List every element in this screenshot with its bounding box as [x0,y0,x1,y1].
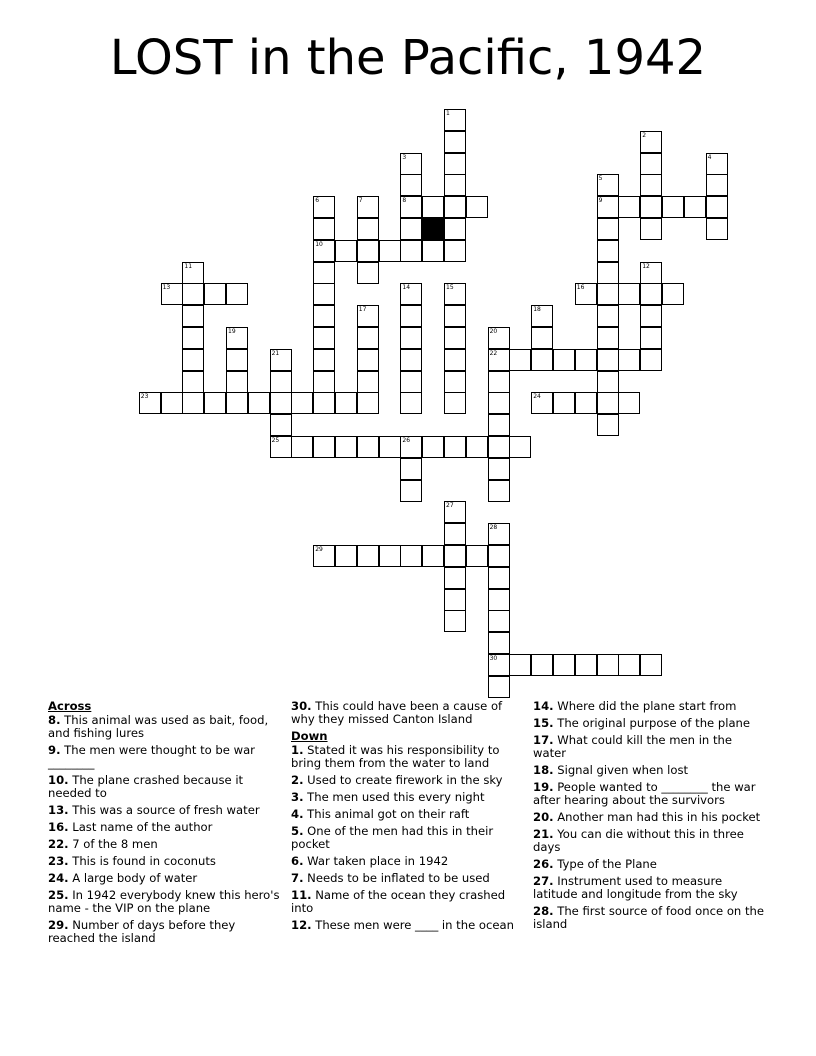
grid-cell[interactable] [313,327,335,349]
clue-number: 30 [489,655,498,662]
grid-cell[interactable] [357,262,379,284]
grid-cell[interactable] [488,589,510,611]
clue-text: Where did the plane start from [553,699,737,713]
grid-cell[interactable] [488,610,510,632]
clue-text: This could have been a cause of why they missed Canton Island [291,699,503,726]
grid-cell[interactable] [531,392,553,414]
clue [48,821,280,834]
clue-number: 26. [533,857,554,871]
grid-cell[interactable] [444,523,466,545]
clue-text: Needs to be inflated to be used [303,871,490,885]
grid-cell[interactable] [488,414,510,436]
clue [533,734,765,760]
clue-number: 28. [533,904,554,918]
clue-text: People wanted to ________ the war after hearing about the survivors [533,780,756,807]
grid-cell[interactable] [597,240,619,262]
grid-cell[interactable] [509,436,531,458]
grid-cell[interactable] [161,283,183,305]
clue-text: The men used this every night [303,790,485,804]
clue-number: 12. [291,918,312,932]
grid-cell[interactable] [313,349,335,371]
grid-cell[interactable] [640,349,662,371]
grid-cell[interactable] [597,196,619,218]
clue [291,889,523,915]
clue-text: These men were ____ in the ocean [311,918,514,932]
grid-cell[interactable] [357,392,379,414]
clue-number: 21. [533,827,554,841]
grid-cell[interactable] [270,371,292,393]
grid-cell[interactable] [291,436,313,458]
clue-text: 7 of the 8 men [68,837,158,851]
clue-text: Name of the ocean they crashed into [291,888,506,915]
clue-text: The plane crashed because it needed to [48,773,244,800]
clue [48,774,280,800]
clue [291,919,523,932]
grid-cell[interactable] [706,196,728,218]
grid-cell[interactable] [618,196,640,218]
clue-number: 7 [358,197,363,205]
clue-number: 1 [446,110,450,117]
clue-number: 22 [489,349,498,357]
grid-cell[interactable] [444,174,466,196]
clue [291,744,523,770]
grid-cell[interactable] [553,349,575,371]
grid-cell[interactable] [422,545,444,567]
grid-cell[interactable] [488,392,510,414]
clue-column-1 [48,700,280,949]
grid-cell[interactable] [400,480,422,502]
down-clues [291,744,523,932]
grid-cell[interactable] [204,283,226,305]
grid-cell[interactable] [444,371,466,393]
clue-number: 13 [162,284,171,292]
grid-cell[interactable] [313,240,335,262]
clue-text: Signal given when lost [553,763,689,777]
grid-cell[interactable] [400,218,422,240]
grid-cell[interactable] [553,654,575,676]
grid-cell[interactable] [488,327,510,349]
grid-cell[interactable] [291,392,313,414]
clue [291,825,523,851]
clue-text: This animal was used as bait, food, and fishing lures [48,713,269,740]
grid-cell[interactable] [597,392,619,414]
grid-cell[interactable] [444,392,466,414]
grid-cell[interactable] [226,349,248,371]
clue-number: 18 [533,306,541,314]
grid-cell[interactable] [575,283,597,305]
grid-cell[interactable] [488,523,510,545]
clue-number: 26 [402,437,411,444]
grid-cell[interactable] [400,174,422,196]
clue-text: What could kill the men in the water [533,733,732,760]
grid-cell[interactable] [466,436,488,458]
grid-cell[interactable] [313,283,335,305]
clue-text: Type of the Plane [553,857,657,871]
grid-cell[interactable] [313,218,335,240]
grid-cell[interactable] [640,218,662,240]
grid-cell[interactable] [444,436,466,458]
clue-number: 9. [48,743,61,757]
grid-cell[interactable] [466,196,488,218]
clue-number: 8. [48,713,61,727]
clue-number: 11 [184,262,193,270]
grid-cell[interactable] [161,392,183,414]
clue-number: 14 [402,284,411,292]
grid-cell[interactable] [226,283,248,305]
clue [533,700,765,713]
clue-number: 23 [140,393,149,401]
grid-cell[interactable] [444,349,466,371]
grid-cell[interactable] [444,283,466,305]
clue [533,858,765,871]
clue-number: 8 [402,197,407,205]
across-clues [48,714,280,945]
grid-cell[interactable] [444,567,466,589]
grid-cell[interactable] [357,327,379,349]
grid-cell[interactable] [313,545,335,567]
clue-number: 4 [707,153,712,161]
grid-cell[interactable] [182,305,204,327]
grid-cell[interactable] [618,349,640,371]
grid-cell[interactable] [313,262,335,284]
grid-cell[interactable] [618,654,640,676]
clue [48,838,280,851]
clue-number: 25 [271,437,280,444]
clue-number: 13. [48,803,69,817]
grid-cell[interactable] [575,349,597,371]
clue-text: You can die without this in three days [533,827,744,854]
grid-cell[interactable] [597,327,619,349]
grid-cell[interactable] [466,545,488,567]
clue-number: 14. [533,699,554,713]
clue-number: 6. [291,854,304,868]
clue-text: Another man had this in his pocket [553,810,761,824]
clue-number: 19. [533,780,554,794]
grid-cell[interactable] [357,436,379,458]
clue-text: The first source of food once on the island [533,904,764,931]
grid-cell[interactable] [204,392,226,414]
clue-text: War taken place in 1942 [303,854,449,868]
grid-cell[interactable] [597,262,619,284]
grid-cell[interactable] [182,262,204,284]
grid-cell[interactable] [444,109,466,131]
grid-cell[interactable] [597,283,619,305]
clue-number: 24. [48,871,69,885]
grid-cell[interactable] [400,153,422,175]
clue [291,700,523,726]
clue-number: 3. [291,790,304,804]
grid-cell[interactable] [444,305,466,327]
grid-cell[interactable] [531,349,553,371]
clue-number: 23. [48,854,69,868]
grid-cell[interactable] [684,196,706,218]
clue [291,808,523,821]
grid-cell[interactable] [444,545,466,567]
clue-number: 15. [533,716,554,730]
clue-text: Used to create firework in the sky [303,773,503,787]
clue-number: 5 [598,175,603,183]
grid-cell[interactable] [488,676,510,698]
clue-number: 7. [291,871,304,885]
clue [533,764,765,777]
clue-column-3 [533,700,765,935]
clue-number: 29 [315,546,323,553]
clue [533,811,765,824]
clue-number: 28 [489,524,498,532]
clue-number: 2 [642,131,647,139]
clue-number: 30. [291,699,312,713]
clue-number: 17. [533,733,554,747]
grid-cell[interactable] [226,392,248,414]
clue-number: 12 [642,262,650,270]
grid-cell[interactable] [444,589,466,611]
grid-cell[interactable] [488,632,510,654]
clue [48,855,280,868]
grid-cell[interactable] [400,327,422,349]
grid-cell[interactable] [357,349,379,371]
grid-cell[interactable] [640,174,662,196]
clue-text: Instrument used to measure latitude and longitude from the sky [533,874,738,901]
grid-cell[interactable] [488,545,510,567]
clue-text: Last name of the author [68,820,213,834]
grid-cell[interactable] [379,545,401,567]
grid-cell[interactable] [182,283,204,305]
grid-cell[interactable] [422,196,444,218]
clue-number: 2. [291,773,304,787]
clue-number: 5. [291,824,304,838]
clue [291,791,523,804]
clue-number: 22. [48,837,69,851]
grid-cell[interactable] [182,392,204,414]
grid-cell[interactable] [488,436,510,458]
grid-cell[interactable] [248,392,270,414]
clue-number: 1. [291,743,304,757]
clue [533,905,765,931]
clue-number: 27. [533,874,554,888]
grid-cell[interactable] [313,305,335,327]
clue [533,875,765,901]
grid-cell[interactable] [706,218,728,240]
grid-cell[interactable] [618,392,640,414]
grid-cell[interactable] [597,414,619,436]
grid-cell[interactable] [313,196,335,218]
clue [48,889,280,915]
grid-cell[interactable] [400,458,422,480]
clue-text: This animal got on their raft [303,807,470,821]
clue-number: 21 [271,349,280,357]
grid-cell[interactable] [335,392,357,414]
grid-cell[interactable] [488,371,510,393]
down-header: Down [291,729,328,743]
grid-cell[interactable] [640,196,662,218]
grid-cell[interactable] [313,371,335,393]
clue-number: 20. [533,810,554,824]
grid-cell[interactable] [444,196,466,218]
clue-column-2 [291,700,523,936]
grid-cell[interactable] [488,458,510,480]
grid-cell[interactable] [313,392,335,414]
grid-cell[interactable] [379,240,401,262]
grid-cell[interactable] [139,392,161,414]
grid-cell[interactable] [618,283,640,305]
clue [48,919,280,945]
grid-cell[interactable] [444,327,466,349]
grid-cell[interactable] [226,327,248,349]
grid-cell[interactable] [640,327,662,349]
grid-cell[interactable] [379,436,401,458]
clue-text: A large body of water [68,871,198,885]
grid-cell[interactable] [531,654,553,676]
grid-cell[interactable] [182,349,204,371]
grid-cell[interactable] [640,262,662,284]
grid-cell[interactable] [400,196,422,218]
clue-text: The men were thought to be war ________ [48,743,255,770]
grid-cell[interactable] [597,654,619,676]
grid-cell[interactable] [488,654,510,676]
clue-number: 3 [402,153,407,161]
grid-cell[interactable] [640,654,662,676]
grid-cell[interactable] [400,436,422,458]
grid-cell[interactable] [182,371,204,393]
grid-cell[interactable] [422,436,444,458]
grid-cell[interactable] [226,371,248,393]
clue [533,781,765,807]
grid-cell[interactable] [531,305,553,327]
grid-cell[interactable] [509,654,531,676]
grid-cell[interactable] [400,392,422,414]
grid-cell[interactable] [400,283,422,305]
clue-number: 10 [315,240,323,248]
black-square [422,218,444,240]
clue-number: 16 [576,284,585,292]
grid-cell[interactable] [640,283,662,305]
grid-cell[interactable] [488,349,510,371]
clue-text: Stated it was his responsibility to bring them from the water to land [291,743,500,770]
grid-cell[interactable] [357,196,379,218]
page-title: LOST in the Pacific, 1942 [109,30,707,86]
grid-cell[interactable] [400,349,422,371]
clue-number: 25. [48,888,69,902]
grid-cell[interactable] [662,283,684,305]
grid-cell[interactable] [270,349,292,371]
grid-cell[interactable] [662,196,684,218]
grid-cell[interactable] [270,436,292,458]
grid-cell[interactable] [597,371,619,393]
grid-cell[interactable] [706,174,728,196]
grid-cell[interactable] [400,240,422,262]
clue-number: 15 [446,284,454,292]
clue-number: 29. [48,918,69,932]
grid-cell[interactable] [597,349,619,371]
clue-number: 4. [291,807,304,821]
grid-cell[interactable] [400,545,422,567]
grid-cell[interactable] [357,240,379,262]
grid-cell[interactable] [357,218,379,240]
grid-cell[interactable] [444,610,466,632]
grid-cell[interactable] [400,305,422,327]
grid-cell[interactable] [444,131,466,153]
clue-number: 19 [228,328,236,335]
grid-cell[interactable] [531,327,553,349]
across-header: Across [48,699,92,713]
grid-cell[interactable] [640,153,662,175]
down-clues-continued [533,700,765,931]
clue-text: The original purpose of the plane [553,716,751,730]
grid-cell[interactable] [597,218,619,240]
clue-text: Number of days before they reached the island [48,918,236,945]
clue-number: 17 [358,306,367,314]
grid-cell[interactable] [444,218,466,240]
grid-cell[interactable] [444,501,466,523]
clue [48,872,280,885]
clue [48,804,280,817]
grid-cell[interactable] [357,305,379,327]
grid-cell[interactable] [553,392,575,414]
clue-number: 27 [446,502,454,510]
clue-number: 16. [48,820,69,834]
clue-number: 11. [291,888,312,902]
clue-number: 18. [533,763,554,777]
clue-number: 6 [315,197,320,205]
clue [533,828,765,854]
grid-cell[interactable] [488,567,510,589]
grid-cell[interactable] [422,240,444,262]
clue [48,744,280,770]
grid-cell[interactable] [488,480,510,502]
clue-number: 20 [489,328,498,335]
grid-cell[interactable] [357,545,379,567]
clue [291,855,523,868]
grid-cell[interactable] [335,436,357,458]
grid-cell[interactable] [575,392,597,414]
clue-text: One of the men had this in their pocket [291,824,494,851]
across-clues-continued [291,700,523,726]
grid-cell[interactable] [335,240,357,262]
clue-text: This was a source of fresh water [68,803,260,817]
clue [48,714,280,740]
clue-number: 24 [533,393,541,401]
grid-cell[interactable] [597,305,619,327]
grid-cell[interactable] [270,392,292,414]
grid-cell[interactable] [444,240,466,262]
clue [291,774,523,787]
grid-cell[interactable] [400,371,422,393]
grid-cell[interactable] [640,305,662,327]
clue-number: 10. [48,773,69,787]
grid-cell[interactable] [182,327,204,349]
grid-cell[interactable] [575,654,597,676]
grid-cell[interactable] [357,371,379,393]
clue [533,717,765,730]
clue [291,872,523,885]
grid-cell[interactable] [335,545,357,567]
grid-cell[interactable] [444,153,466,175]
grid-cell[interactable] [640,131,662,153]
grid-cell[interactable] [270,414,292,436]
clue-text: This is found in coconuts [68,854,216,868]
grid-cell[interactable] [706,153,728,175]
clue-number: 9 [598,197,603,205]
grid-cell[interactable] [597,174,619,196]
grid-cell[interactable] [509,349,531,371]
clue-text: In 1942 everybody knew this hero's name - the VIP on the plane [48,888,280,915]
grid-cell[interactable] [313,436,335,458]
